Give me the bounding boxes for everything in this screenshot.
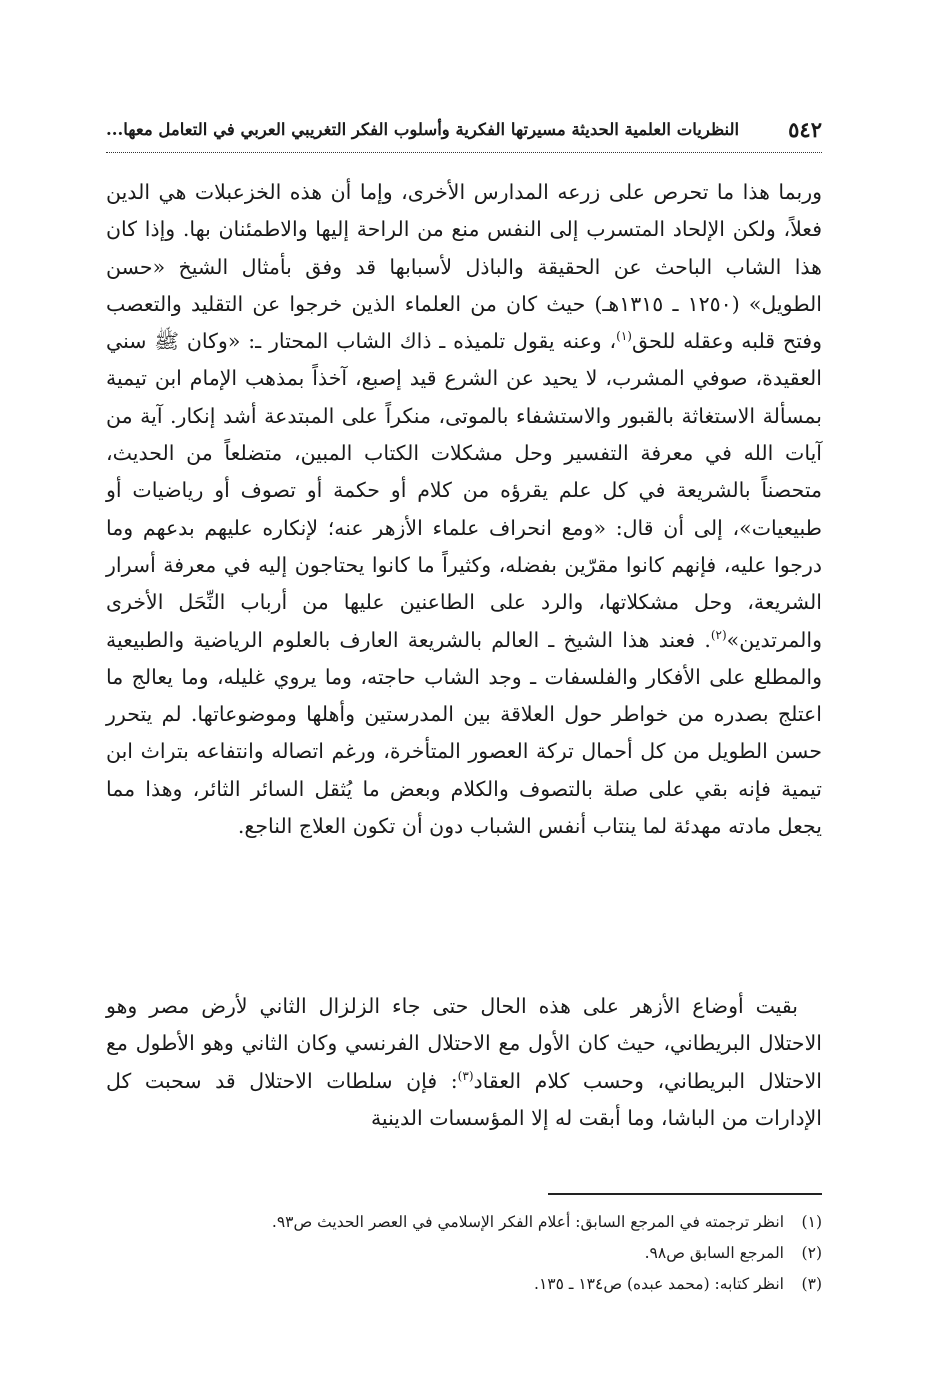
running-head-title: النظريات العلمية الحديثة مسيرتها الفكرية وأسلوب الفكر التغريبي العربي في التعامل معها... xyxy=(106,119,740,139)
paragraph-1 xyxy=(106,174,822,845)
paragraph-2-text-b: : فإن سلطات الاحتلال قد سحبت كل الإدارات من الباشا، وما أبقت له إلا المؤسسات الدينية xyxy=(106,1068,822,1130)
footnote-ref-1[interactable]: (١) xyxy=(616,329,632,344)
footnote-number: (١) xyxy=(801,1213,822,1231)
paragraph-1-text-a: وربما هذا ما تحرص على زرعه المدارس الأخرى، وإما أن هذه الخزعبلات هي الدين فعلاً، ولكن الإلحاد المتسرب إلى النفس منع من الراحة إليها والاطمئنان بها. وإذا كان هذا الشاب الباحث عن الحقيقة والباذل لأسبابها قد وفق بأمثال الشيخ «حسن الطويل» (١٢٥٠ ـ ١٣١٥هـ) حيث كان من العلماء الذين خرجوا عن التقليد والتعصب وفتح قلبه وعقله للحق xyxy=(106,180,823,354)
footnote-divider xyxy=(548,1193,822,1195)
footnotes xyxy=(271,1207,822,1300)
footnote-text: المرجع السابق ص٩٨. xyxy=(644,1244,784,1262)
footnote-item xyxy=(300,1238,822,1269)
footnote-number: (٢) xyxy=(801,1244,822,1262)
footnote-number: (٣) xyxy=(801,1275,822,1293)
paragraph-1-text-b: ، وعنه يقول تلميذه ـ ذاك الشاب المحتار ـ: «وكان ﷺ سني العقيدة، صوفي المشرب، لا يحيد عن الشرع قيد إصبع، آخذاً بمذهب الإمام ابن تيمية بمسألة الاستغاثة بالقبور والاستشفاء بالموتى، منكراً على المبتدعة أشد إنكار. آية من آيات الله في معرفة التفسير وحل مشكلات الكتاب المبين، متضلعاً من الحديث، متحصناً بالشريعة في كل علم يقرؤه من كلام أو حكمة أو تصوف أو رياضيات أو طبيعيات»، إلى أن قال: «ومع انحراف علماء الأزهر عنه؛ لإنكاره عليهم بدعهم وما درجوا عليه، فإنهم كانوا مقرّين بفضله، وكثيراً ما كانوا يحتاجون إليه في معرفة أسرار الشريعة، وحل مشكلاتها، والرد على الطاعنين عليها من أرباب النِّحَل الأخرى والمرتدين» xyxy=(106,329,822,652)
footnote-item xyxy=(300,1269,822,1300)
page-number: ٥٤٢ xyxy=(788,116,822,142)
paragraph-2-text-a: بقيت أوضاع الأزهر على هذه الحال حتى جاء الزلزال الثاني لأرض مصر وهو الاحتلال البريطاني، حيث كان الأول مع الاحتلال الفرنسي وكان الثاني وهو الأطول مع الاحتلال البريطاني، وحسب كلام العقاد xyxy=(106,994,822,1093)
paragraph-2 xyxy=(106,988,822,1137)
footnote-text: انظر كتابه: (محمد عبده) ص١٣٤ ـ ١٣٥. xyxy=(534,1275,784,1293)
footnote-item xyxy=(271,1207,822,1238)
running-head xyxy=(106,112,822,146)
header-divider xyxy=(106,152,822,153)
footnote-text: انظر ترجمته في المرجع السابق: أعلام الفكر الإسلامي في العصر الحديث ص٩٣. xyxy=(271,1213,784,1231)
footnote-ref-2[interactable]: (٢) xyxy=(710,627,727,642)
paragraph-1-text-c: . فعند هذا الشيخ ـ العالم بالشريعة العارف بالعلوم الرياضية والطبيعية والمطلع على الأفكار والفلسفات ـ وجد الشاب حاجته، وما يروي غليله، وما يعالج ما اعتلج بصدره من خواطر حول العلاقة بين المدرستين وأهلها وموضوعاتها. لم يتحرر حسن الطويل من كل أحمال تركة العصور المتأخرة، ورغم اتصاله وانتفاعه بتراث ابن تيمية فإنه بقي على صلة بالتصوف والكلام وبعض ما يُثقل السائر الثائر، وهذا مما يجعل مادته مهدئة لما ينتاب أنفس الشباب دون أن تكون العلاج الناجع. xyxy=(106,627,822,839)
footnote-ref-3[interactable]: (٣) xyxy=(457,1068,474,1083)
